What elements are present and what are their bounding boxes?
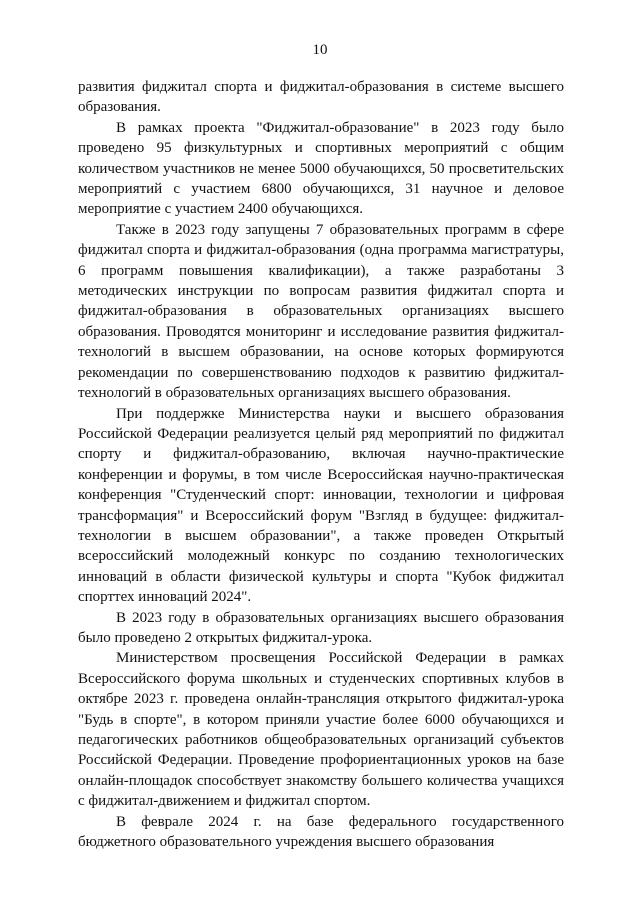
paragraph-ministry-support: При поддержке Министерства науки и высшего образования Российской Федерации реализуется целый ряд мероприятий по фиджитал спорту и фиджитал-образованию, включая научно-практические конференции и форумы, в том числе Всероссийская научно-практическая конференция "Студенческий спорт: инновации, технологии и цифровая трансформация" и Всероссийский форум "Взгляд в будущее: фиджитал-технологии в высшем образовании", а также проведен Открытый всероссийский молодежный конкурс по созданию технологических инноваций в области физической культуры и спорта "Кубок фиджитал спорттех инноваций 2024". bbox=[78, 405, 564, 606]
page-number: 10 bbox=[312, 42, 328, 58]
document-body bbox=[78, 77, 564, 852]
paragraph-february-2024: В феврале 2024 г. на базе федерального государственного бюджетного образовательного учреждения высшего образования bbox=[78, 813, 564, 851]
paragraph-continuation: развития фиджитал спорта и фиджитал-образования в системе высшего образования. bbox=[78, 79, 564, 116]
paragraph-enlightenment-ministry: Министерством просвещения Российской Федерации в рамках Всероссийского форума школьных и студенческих спортивных клубов в октябре 2023 г. проведена онлайн-трансляция открытого фиджитал-урока "Будь в спорте", в котором приняли участие более 6000 обучающихся и педагогических работников общеобразовательных организаций субъектов Российской Федерации. Проведение профориентационных уроков на базе онлайн-площадок способствует знакомству большего количества учащихся с фиджитал-движением и фиджитал спортом. bbox=[78, 650, 564, 810]
paragraph-project-events: В рамках проекта "Фиджитал-образование" в 2023 году было проведено 95 физкультурных и спортивных мероприятий с общим количеством участников не менее 5000 обучающихся, 50 просветительских мероприятий с участием 6800 обучающихся, 31 научное и деловое мероприятие с участием 2400 обучающихся. bbox=[78, 119, 564, 218]
paragraph-open-lessons: В 2023 году в образовательных организациях высшего образования было проведено 2 открытых фиджитал-урока. bbox=[78, 609, 564, 646]
paragraph-education-programs: Также в 2023 году запущены 7 образовательных программ в сфере фиджитал спорта и фиджитал-образования (одна программа магистратуры, 6 программ повышения квалификации), а также разработаны 3 методических инструкции по вопросам развития фиджитал спорта и фиджитал-образования в образовательных организациях высшего образования. Проводятся мониторинг и исследование развития фиджитал-технологий в высшем образовании, на основе которых формируются рекомендации по совершенствованию подходов к развитию фиджитал-технологий в образовательных организациях высшего образования. bbox=[78, 221, 564, 402]
